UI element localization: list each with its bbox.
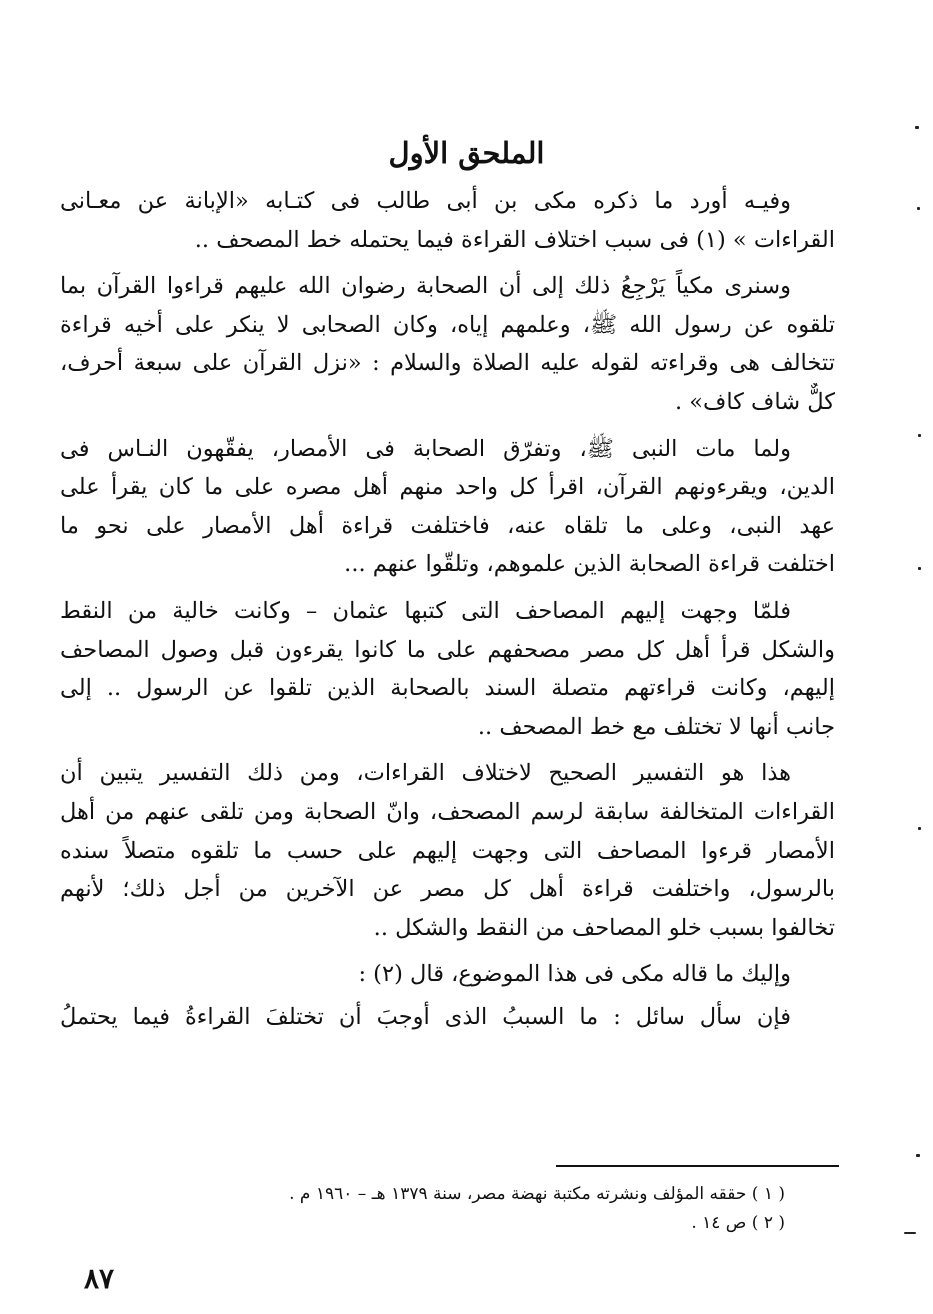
text-line: الدين، ويقرءونهم القرآن، اقرأ كل واحد منهم أهل مصره على ما كان يقرأ على bbox=[60, 474, 835, 501]
text-line: تخالفوا بسبب خلو المصاحف من النقط والشكل .. bbox=[373, 914, 835, 941]
text-line: اختلفت قراءة الصحابة الذين علموهم، وتلقّوا عنهم ... bbox=[344, 551, 835, 578]
text-line: وفيـه أورد ما ذكره مكى بن أبى طالب فى كتـابه «الإبانة عن معـانى bbox=[60, 188, 791, 214]
scan-speck bbox=[916, 1154, 920, 1157]
text-line: هذا هو التفسير الصحيح لاختلاف القراءات، ومن ذلك التفسير يتبين أن bbox=[60, 760, 791, 787]
text-line: كلٌّ شاف كاف» . bbox=[674, 388, 835, 415]
scan-speck bbox=[904, 1232, 916, 1234]
paragraph-4 bbox=[60, 592, 835, 746]
footnotes bbox=[120, 1180, 785, 1238]
text-line: تلقوه عن رسول الله ﷺ، وعلمهم إياه، وكان الصحابى لا ينكر على أخيه قراءة bbox=[60, 311, 835, 338]
page-title: الملحق الأول bbox=[388, 136, 545, 170]
scan-speck bbox=[918, 827, 921, 830]
scan-speck bbox=[918, 567, 921, 570]
text-line: عهد النبى، وعلى ما تلقاه عنه، فاختلفت قراءة أهل الأمصار على نحو ما bbox=[60, 512, 835, 539]
text-line: جانب أنها لا تختلف مع خط المصحف .. bbox=[477, 713, 835, 740]
body-text bbox=[60, 182, 835, 1044]
text-line: الأمصار قرءوا المصاحف التى وجهت إليهم على حسب ما تلقوه متصلاً سنده bbox=[60, 837, 835, 864]
paragraph-5 bbox=[60, 754, 835, 947]
footnote-2: ( ٢ ) ص ١٤ . bbox=[691, 1213, 785, 1233]
scan-speck bbox=[917, 207, 920, 210]
text-line: القراءات » (١) فى سبب اختلاف القراءة فيما يحتمله خط المصحف .. bbox=[194, 226, 835, 253]
scan-speck bbox=[915, 126, 919, 129]
text-line: ولما مات النبى ﷺ، وتفرّق الصحابة فى الأمصار، يفقّهون النـاس فى bbox=[60, 435, 791, 462]
text-line: تتخالف هى وقراءته لقوله عليه الصلاة والسلام : «نزل القرآن على سبعة أحرف، bbox=[60, 350, 835, 377]
text-line: إليهم، وكانت قراءتهم متصلة السند بالصحابة الذين تلقوا عن الرسول .. إلى bbox=[60, 675, 835, 702]
text-line: فإن سأل سائل : ما السببُ الذى أوجبَ أن تختلفَ القراءةُ فيما يحتملُ bbox=[60, 1003, 791, 1030]
paragraph-3 bbox=[60, 430, 835, 584]
text-line: بالرسول، واختلفت قراءة أهل كل مصر عن الآخرين من أجل ذلك؛ لأنهم bbox=[60, 876, 835, 903]
page-number: ٨٧ bbox=[84, 1262, 115, 1295]
text-line: وإليك ما قاله مكى فى هذا الموضوع، قال (٢) : bbox=[358, 961, 791, 988]
text-line: فلمّا وجهت إليهم المصاحف التى كتبها عثمان – وكانت خالية من النقط bbox=[60, 597, 791, 624]
footnote-divider bbox=[556, 1165, 839, 1167]
text-line: وسنرى مكياً يَرْجِعُ ذلك إلى أن الصحابة رضوان الله عليهم قراءوا القرآن بما bbox=[60, 273, 791, 300]
text-line: والشكل قرأ أهل كل مصر مصحفهم على ما كانوا يقرءون قبل وصول المصاحف bbox=[60, 636, 835, 663]
paragraph-2 bbox=[60, 267, 835, 421]
footnote-1: ( ١ ) حققه المؤلف ونشرته مكتبة نهضة مصر، سنة ١٣٧٩ هـ – ١٩٦٠ م . bbox=[289, 1184, 785, 1204]
paragraph-1 bbox=[60, 182, 835, 259]
paragraph-6 bbox=[60, 955, 835, 994]
paragraph-7 bbox=[60, 998, 835, 1037]
text-line: القراءات المتخالفة سابقة لرسم المصحف، وانّ الصحابة ومن تلقى عنهم من أهل bbox=[60, 798, 835, 825]
scan-speck bbox=[918, 434, 921, 437]
